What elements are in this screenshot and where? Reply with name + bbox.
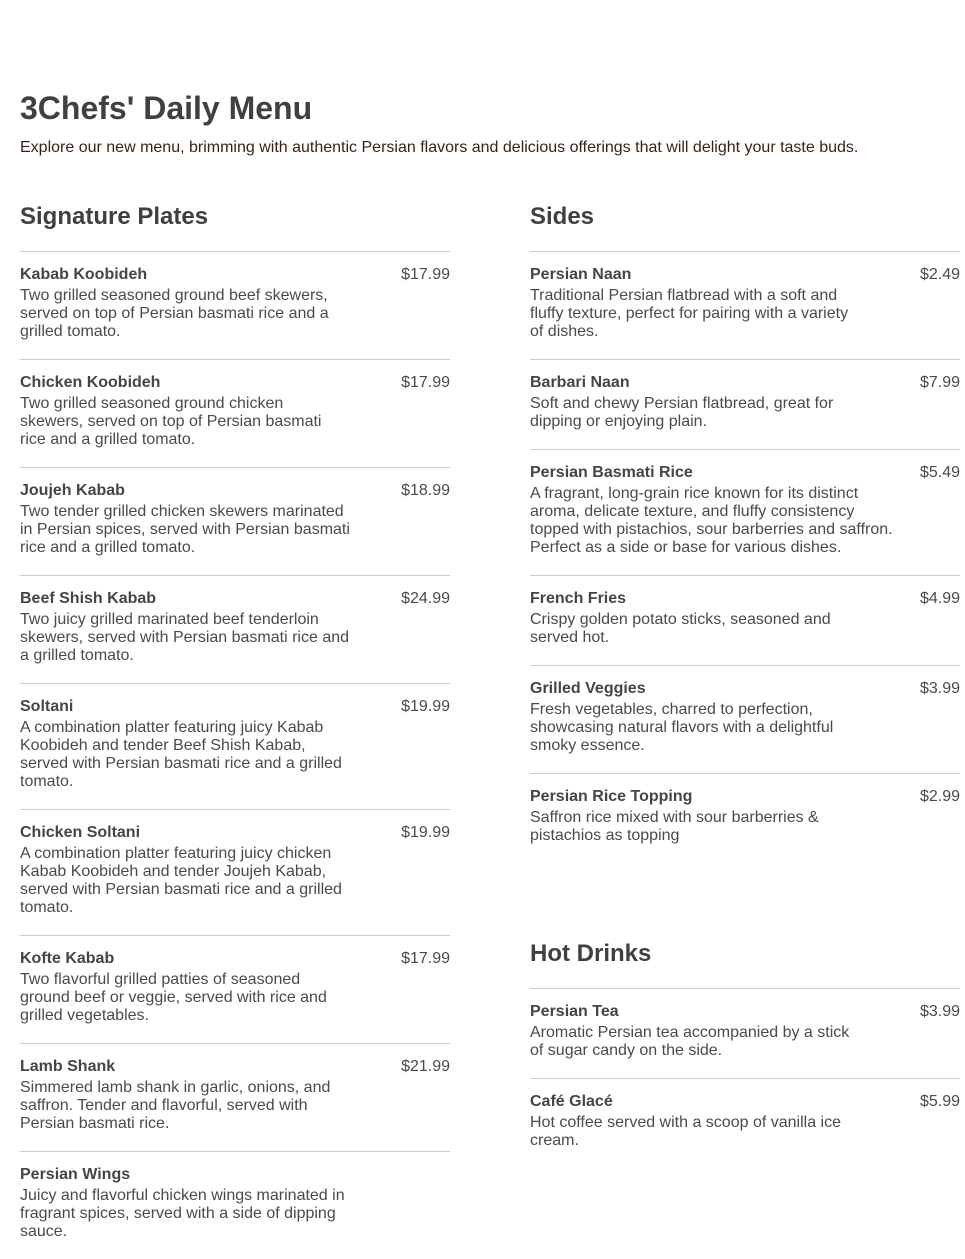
menu-item-list xyxy=(530,252,960,863)
menu-item-description: Fresh vegetables, charred to perfection, showcasing natural flavors with a delightful smoky essence. xyxy=(530,701,834,754)
menu-item xyxy=(530,666,960,774)
menu-item-name: Persian Tea xyxy=(530,1003,619,1020)
menu-item-price: $17.99 xyxy=(401,266,450,283)
menu-item-description: Crispy golden potato sticks, seasoned and served hot. xyxy=(530,611,831,646)
section-sides xyxy=(530,197,960,863)
menu-item xyxy=(20,468,450,576)
menu-item-price: $2.49 xyxy=(919,266,960,283)
menu-item-description: Hot coffee served with a scoop of vanilla ice cream. xyxy=(530,1114,841,1149)
menu-item-price: $2.99 xyxy=(919,788,960,805)
menu-item-description: Traditional Persian flatbread with a soft and fluffy texture, perfect for pairing with a variety of dishes. xyxy=(530,287,849,340)
menu-item xyxy=(530,576,960,666)
menu-item-description: Two grilled seasoned ground chicken skewers, served on top of Persian basmati rice and a grilled tomato. xyxy=(20,395,322,448)
menu-item-name: Persian Basmati Rice xyxy=(530,464,693,481)
menu-item-list xyxy=(530,989,960,1168)
menu-item xyxy=(530,252,960,360)
menu-item xyxy=(20,684,450,810)
menu-item-description: Soft and chewy Persian flatbread, great for dipping or enjoying plain. xyxy=(530,395,834,430)
menu-item-name: Persian Rice Topping xyxy=(530,788,693,805)
menu-item-name: Joujeh Kabab xyxy=(20,482,125,499)
menu-item-name: Grilled Veggies xyxy=(530,680,646,697)
menu-item-price: $3.99 xyxy=(919,680,960,697)
menu-item xyxy=(530,774,960,863)
menu-item-name: Persian Naan xyxy=(530,266,632,283)
menu-item-description: Juicy and flavorful chicken wings marinated in fragrant spices, served with a side of dipping sauce. xyxy=(20,1187,345,1240)
menu-item xyxy=(20,936,450,1044)
menu-item xyxy=(20,360,450,468)
menu-item xyxy=(20,1044,450,1152)
menu-item-price: $18.99 xyxy=(401,482,450,499)
menu-item-name: Soltani xyxy=(20,698,74,715)
menu-item-description: Two flavorful grilled patties of seasoned ground beef or veggie, served with rice and grilled vegetables. xyxy=(20,971,327,1024)
menu-item-price: $7.99 xyxy=(919,374,960,391)
menu-item-list xyxy=(20,252,450,1259)
menu-item-price: $19.99 xyxy=(401,824,450,841)
menu-item-name: Beef Shish Kabab xyxy=(20,590,157,607)
menu-item-name: Kofte Kabab xyxy=(20,950,115,967)
menu-item-name: Persian Wings xyxy=(20,1166,131,1183)
section-title: Signature Plates xyxy=(20,197,450,252)
section-signature-plates xyxy=(20,197,450,1259)
menu-item xyxy=(20,252,450,360)
section-title: Hot Drinks xyxy=(530,934,960,989)
menu-item xyxy=(20,810,450,936)
right-column xyxy=(530,197,960,1168)
menu-item-description: Aromatic Persian tea accompanied by a stick of sugar candy on the side. xyxy=(530,1024,850,1059)
menu-item-name: Chicken Soltani xyxy=(20,824,141,841)
menu-item-price: $4.99 xyxy=(919,590,960,607)
section-hot-drinks xyxy=(530,934,960,1168)
menu-item-description: A fragrant, long-grain rice known for its distinct aroma, delicate texture, and fluffy consistency topped with pistachios, sour barberries and saffron. Perfect as a side or base for various dishes. xyxy=(530,485,893,556)
menu-item-price: $5.49 xyxy=(919,464,960,481)
menu-item xyxy=(530,1079,960,1168)
menu-item-price: $24.99 xyxy=(401,590,450,607)
menu-item-description: Saffron rice mixed with sour barberries & pistachios as topping xyxy=(530,809,819,844)
menu-item-description: Simmered lamb shank in garlic, onions, and saffron. Tender and flavorful, served with Persian basmati rice. xyxy=(20,1079,331,1132)
menu-item-description: A combination platter featuring juicy chicken Kabab Koobideh and tender Joujeh Kabab, served with Persian basmati rice and a grilled tomato. xyxy=(20,845,342,916)
menu-item-name: Chicken Koobideh xyxy=(20,374,161,391)
menu-item-description: Two juicy grilled marinated beef tenderloin skewers, served with Persian basmati rice and a grilled tomato. xyxy=(20,611,350,664)
menu-item-description: Two grilled seasoned ground beef skewers, served on top of Persian basmati rice and a grilled tomato. xyxy=(20,287,329,340)
menu-item xyxy=(20,1152,450,1259)
menu-item-description: A combination platter featuring juicy Kabab Koobideh and tender Beef Shish Kabab, served with Persian basmati rice and a grilled tomato. xyxy=(20,719,342,790)
menu-page xyxy=(20,88,965,1240)
section-title: Sides xyxy=(530,197,960,252)
menu-item-name: Barbari Naan xyxy=(530,374,630,391)
menu-item-price: $17.99 xyxy=(401,374,450,391)
page-title: 3Chefs' Daily Menu xyxy=(20,90,313,126)
menu-item xyxy=(530,450,960,576)
menu-item-description: Two tender grilled chicken skewers marinated in Persian spices, served with Persian basmati rice and a grilled tomato. xyxy=(20,503,350,556)
menu-item xyxy=(530,989,960,1079)
menu-item-price: $19.99 xyxy=(401,698,450,715)
menu-item-price: $3.99 xyxy=(919,1003,960,1020)
menu-item-name: French Fries xyxy=(530,590,627,607)
menu-item-price: $17.99 xyxy=(401,950,450,967)
menu-item-price: $5.99 xyxy=(919,1093,960,1110)
left-column xyxy=(20,197,450,1259)
menu-item xyxy=(530,360,960,450)
menu-item-name: Lamb Shank xyxy=(20,1058,116,1075)
menu-item-price: $21.99 xyxy=(401,1058,450,1075)
page-subtitle: Explore our new menu, brimming with authentic Persian flavors and delicious offerings that will delight your taste buds. xyxy=(20,139,859,156)
menu-item-name: Kabab Koobideh xyxy=(20,266,148,283)
menu-item xyxy=(20,576,450,684)
menu-item-name: Café Glacé xyxy=(530,1093,613,1110)
